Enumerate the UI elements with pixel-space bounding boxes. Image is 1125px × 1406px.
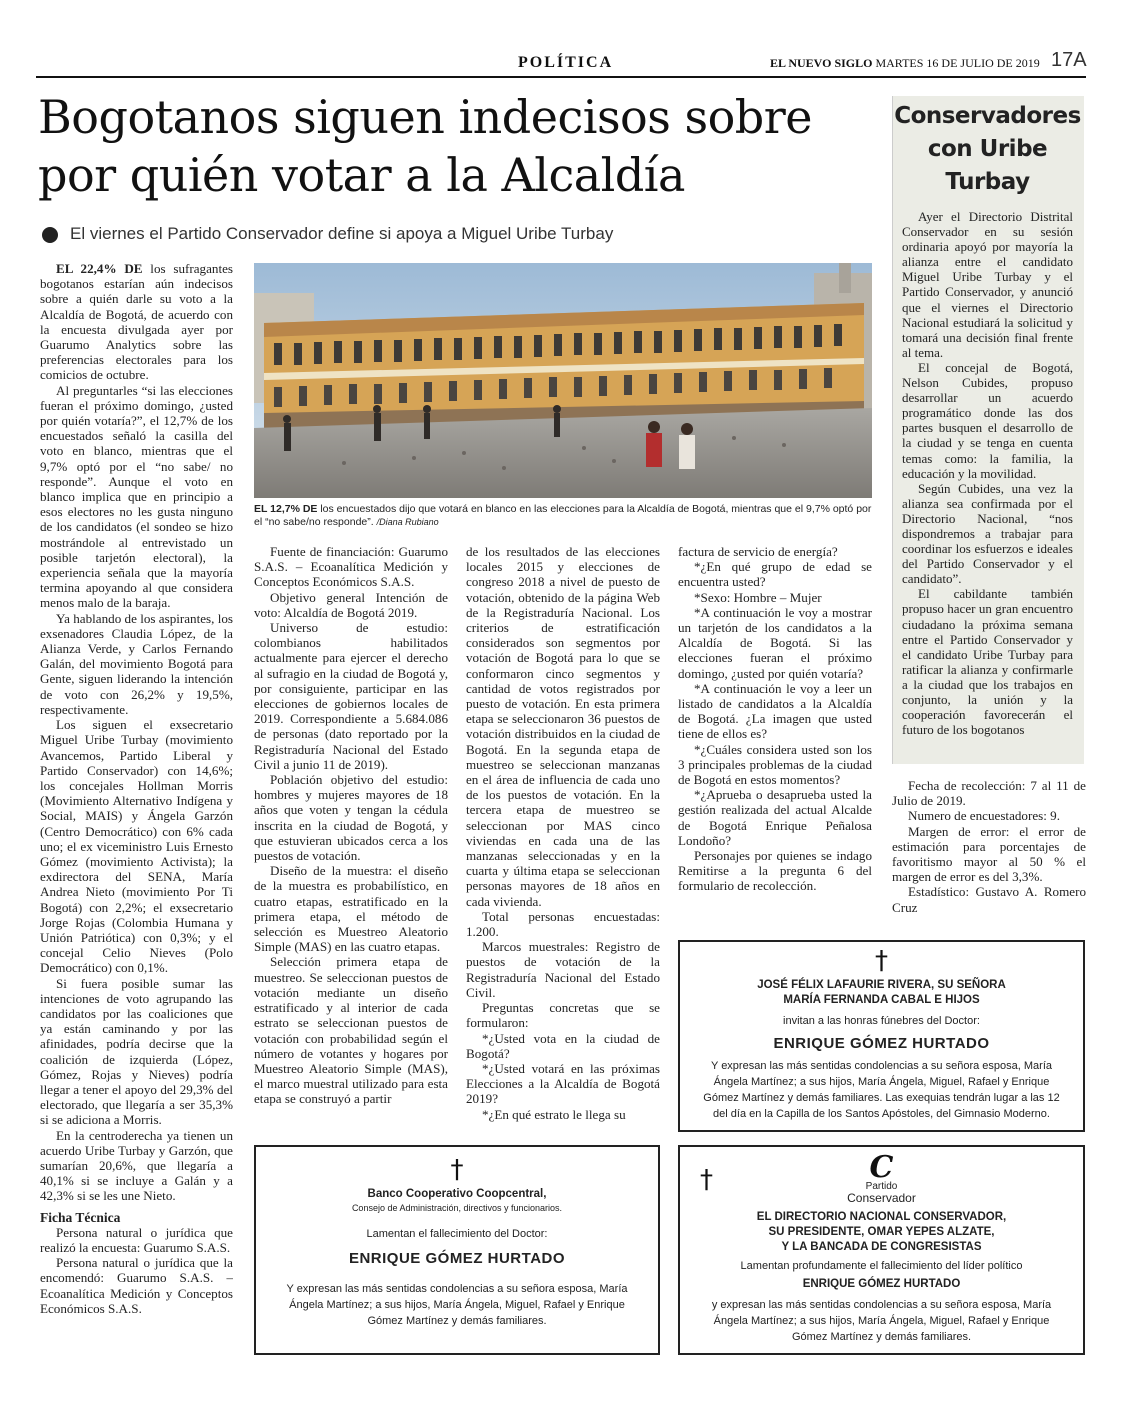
sidebar-title-line: Turbay bbox=[945, 169, 1030, 195]
paragraph: El cabildante también propuso hacer un gran encuentro ciudadano la próxima semana entre el Partido Conservador y el candidato Uribe Turbay para ratificar la alianza y confirmarle a la ciudad que los trabajos en conjunto, la unión y la cooperación favorecerán el futuro de los bogotanos bbox=[902, 586, 1073, 738]
headline-line-2: por quién votar a la Alcaldía bbox=[38, 148, 685, 202]
paragraph: *¿Aprueba o desaprueba usted la gestión realizada del actual Alcalde de Bogotá Enrique Peñalosa Londoño? bbox=[678, 787, 872, 848]
paragraph: Según Cubides, una vez la alianza sea confirmada por el Directorio Nacional, “nos dispondremos a trabajar para coordinar los esfuerzos e ideales del Partido Conservador y el candidato”. bbox=[902, 480, 1073, 587]
paragraph: Si fuera posible sumar las intenciones de voto agrupando las candidatos por las coaliciones que ya están caminando y por las afinidades, podría decirse que la coalición de izquierda (López, Gómez, Rojas y Nieves) podría llegar a tener el apoyo del 29,3% del electorado, que llegaría a ser 35,3% si se adiciona a Morris. bbox=[40, 975, 233, 1128]
lead-in: EL 22,4% DE bbox=[56, 261, 143, 276]
newspaper-name: EL NUEVO SIGLO bbox=[770, 56, 873, 70]
paragraph: Personajes por quienes se indago Remitirse a la pregunta 6 del formulario de recolección. bbox=[678, 848, 872, 894]
photo-credit: /Diana Rubiano bbox=[376, 517, 439, 527]
paragraph: de los resultados de las elecciones locales 2015 y elecciones de congreso 2018 a nivel de puesto de votación, obtenido de la página Web de la Registraduría Nacional. Los criterios de estratificación considerados son segmentos por votación de Bogotá para lo que se conformaron cinco segmentos y cantidad de votos registrados por puesto de votación. En esta primera etapa se seleccionaron 36 puestos de votación distribuidos en la ciudad de Bogotá. En la segunda etapa de muestreo se seleccionan manzanas en el área de influencia de cada uno de los puestos de votación. En la tercera etapa de muestreo se seleccionan por MAS cinco viviendas en cada una de las manzanas seleccionadas y en la cuarta y última etapa se seleccionan personas mayores de 18 años en cada vivienda. bbox=[466, 544, 660, 909]
paragraph: *Sexo: Hombre – Mujer bbox=[694, 589, 822, 605]
cross-icon: † bbox=[700, 1165, 713, 1195]
paragraph: *¿Cuáles considera usted son los 3 principales problemas de la ciudad de Bogotá en estos momentos? bbox=[678, 741, 872, 788]
paragraph: Universo de estudio: colombianos habilitados actualmente para ejercer el derecho al sufragio en la ciudad de Bogotá y, por consiguiente, participar en las elecciones de gobiernos locales de 2019. Correspondiente a 5.684.086 de personas (dato reportado por la Registraduría Nacional del Estado Civil a junio 11 de 2019). bbox=[254, 620, 448, 772]
dateline bbox=[770, 56, 1040, 71]
obit-deceased-name: ENRIQUE GÓMEZ HURTADO bbox=[773, 1035, 990, 1052]
obit-organization: Y LA BANCADA DE CONGRESISTAS bbox=[781, 1241, 982, 1253]
paragraph: Selección primera etapa de muestreo. Se seleccionan puestos de votación mediante un diseño estratificado y al interior de cada estrato se seleccionan puestos de votación con probabilidad según el número de votantes y hogares por Muestreo Aleatorio Simple (MAS), el marco muestral utilizado para esta etapa se construyó a partir bbox=[254, 954, 448, 1107]
section-label: POLÍTICA bbox=[518, 54, 614, 71]
paragraph: En la centroderecha ya tienen un acuerdo Uribe Turbay y Garzón, que sumarían 20,6%, que llegaría a 40,1% si se incluye a Galán y a 42,3% si se les une Nieto. bbox=[40, 1127, 233, 1204]
paragraph: Al preguntarles “si las elecciones fueran el próximo domingo, ¿usted por quién votaría?”, el 12,7% de los encuestados señaló la casilla del voto en blanco, mientras que el 9,7% optó por el “no sabe/ no responde”. Aunque el voto en blanco implica que en principio a esos electores no les gusta ninguno de los candidatos (el sondeo se hizo mostrándole al entrevistado un posible tarjetón electoral), la experiencia señala que la mayoría termina apoyando al que considera menos malo de la baraja. bbox=[40, 382, 233, 611]
obit-family-line: JOSÉ FÉLIX LAFAURIE RIVERA, SU SEÑORA bbox=[757, 979, 1006, 991]
party-logo-word: Conservador bbox=[847, 1191, 916, 1205]
caption-text: los encuestados dijo que votará en blanco en las elecciones para la Alcaldía de Bogotá, mientras que el 9,7% optó por el “no sabe/no responde”. bbox=[254, 503, 872, 528]
paragraph: Margen de error: el error de estimación para porcentajes de favoritismo mayor al 50 % el margen de error es del 3,3%. bbox=[892, 823, 1086, 885]
paragraph: Persona natural o jurídica que la encomendó: Guarumo S.A.S. – Ecoanalítica Medición y Conceptos Económicos S.A.S. bbox=[40, 1255, 233, 1316]
plaza-photo bbox=[254, 263, 872, 498]
obit-family-line: MARÍA FERNANDA CABAL E HIJOS bbox=[783, 994, 980, 1006]
paragraph: Numero de encuestadores: 9. bbox=[908, 808, 1060, 824]
party-logo-letter: C bbox=[869, 1150, 894, 1185]
obit-body: y expresan las más sentidas condolencias a su señora esposa, María Ángela Martínez; a sus hijos, María Ángela, Miguel, Rafael y Enrique Gómez Martínez y demás familiares. bbox=[711, 1299, 1052, 1343]
paragraph: los sufragantes bogotanos estarían aún indecisos sobre a quién darle su voto a la Alcaldía de Bogotá, de acuerdo con la encuesta divulgada ayer por Guarumo Analytics sobre las preferencias electorales para los comicios de octubre. bbox=[40, 261, 233, 383]
obit-lament: Lamentan profundamente el fallecimiento del líder político bbox=[740, 1260, 1023, 1272]
paragraph: Los siguen el exsecretario Miguel Uribe Turbay (movimiento Avancemos, Partido Liberal y Partido Conservador) con 14,6%; los concejales Hollman Morris (Movimiento Alternativo Indígena y Social, MAIS) y Ángela Garzón (Centro Democrático) con 6% cada uno; el ex viceministro Luis Ernesto Gómez (movimiento Activista); la exdirectora del SENA, María Andrea Nieto (movimiento Por Ti Bogotá) con 2,2%; el exsecretario Jorge Rojas (Colombia Humana y Unión Patriótica) con 0,3%; y el concejal Celio Nieves (Polo Democrático) con 0,1%. bbox=[40, 717, 233, 976]
paragraph: Marcos muestrales: Registro de puestos de votación de la Registraduría Nacional del Estado Civil. bbox=[466, 939, 660, 1000]
kicker: El viernes el Partido Conservador define si apoya a Miguel Uribe Turbay bbox=[70, 224, 614, 243]
obit-invite: invitan a las honras fúnebres del Doctor: bbox=[783, 1015, 980, 1027]
paragraph: El concejal de Bogotá, Nelson Cubides, propuso desarrollar un acuerdo programático donde las dos partes busquen el desarrollo de la ciudad y se tenga en cuenta temas como: la familia, la educación y la movilidad. bbox=[902, 359, 1073, 481]
paragraph: Población objetivo del estudio: hombres y mujeres mayores de 18 años que voten y tengan la cédula inscrita en la ciudad de Bogotá, y que estuvieran ubicados cerca a los puestos de votación. bbox=[254, 772, 448, 864]
paragraph: *A continuación le voy a leer un listado de candidatos a la Alcaldía de Bogotá. ¿La imagen que usted tiene de ellos es? bbox=[678, 680, 872, 742]
headline-line-1: Bogotanos siguen indecisos sobre bbox=[38, 90, 812, 144]
obit-organization: Banco Cooperativo Coopcentral, bbox=[367, 1188, 547, 1200]
cross-icon: † bbox=[875, 946, 888, 976]
sidebar-text bbox=[902, 209, 1073, 759]
bullet-icon bbox=[42, 227, 58, 243]
obit-organization: SU PRESIDENTE, OMAR YEPES ALZATE, bbox=[768, 1226, 995, 1238]
sidebar-title-line: con Uribe bbox=[927, 136, 1048, 162]
paragraph: Preguntas concretas que se formularon: bbox=[466, 1000, 660, 1031]
paragraph: Total personas encuestadas: 1.200. bbox=[466, 908, 660, 940]
obit-deceased-name: ENRIQUE GÓMEZ HURTADO bbox=[348, 1250, 566, 1267]
obit-organization: EL DIRECTORIO NACIONAL CONSERVADOR, bbox=[756, 1211, 1007, 1223]
party-logo-word: Partido bbox=[865, 1181, 898, 1192]
article-column-4 bbox=[678, 544, 872, 924]
caption-lead: EL 12,7% DE bbox=[254, 503, 318, 515]
sidebar-title-line: Conservadores bbox=[894, 103, 1081, 129]
paragraph: Persona natural o jurídica que realizó la encuesta: Guarumo S.A.S. bbox=[40, 1224, 233, 1255]
paragraph: *¿Usted votará en las próximas Elecciones a la Alcaldía de Bogotá 2019? bbox=[466, 1060, 660, 1107]
obit-organization-sub: Consejo de Administración, directivos y funcionarios. bbox=[351, 1203, 563, 1213]
photo-caption bbox=[254, 503, 872, 529]
header-rule bbox=[36, 76, 1086, 78]
paragraph: Fuente de financiación: Guarumo S.A.S. – Ecoanalítica Medición y Conceptos Económicos S.A.S. bbox=[254, 544, 448, 590]
paragraph: *¿Usted vota en la ciudad de Bogotá? bbox=[466, 1030, 660, 1061]
sidebar-title bbox=[892, 100, 1083, 199]
paragraph: *¿En qué grupo de edad se encuentra usted? bbox=[678, 559, 872, 590]
issue-date: MARTES 16 DE JULIO DE 2019 bbox=[875, 56, 1040, 70]
paragraph: Fecha de recolección: 7 al 11 de Julio de 2019. bbox=[892, 778, 1086, 809]
obit-body: Y expresan las más sentidas condolencias a su señora esposa, María Ángela Martínez; a sus hijos, María Ángela, Miguel, Rafael y Enrique Gómez Martínez y demás familiares. Las exequias tendrán lugar a las 12 del día en la Capilla de los Santos Apóstoles, del Gimnasio Moderno. bbox=[703, 1060, 1060, 1120]
obit-body: Y expresan las más sentidas condolencias a su señora esposa, María Ángela Martínez; a sus hijos, María Ángela, Miguel, Rafael y Enrique Gómez Martínez y demás familiares. bbox=[286, 1283, 628, 1327]
article-column-1 bbox=[40, 261, 233, 1351]
headline bbox=[38, 88, 888, 204]
article-column-2 bbox=[254, 544, 448, 1124]
obit-lament: Lamentan el fallecimiento del Doctor: bbox=[366, 1228, 548, 1240]
obituary-notice bbox=[678, 1145, 1085, 1355]
paragraph: Ya hablando de los aspirantes, los exsenadores Claudia López, de la Alianza Verde, y Carlos Fernando Galán, del movimiento Bogotá para Gente, siguen liderando la intención de voto con 26,2% y 19,5%, respectivamente. bbox=[40, 610, 233, 717]
obituary-notice bbox=[678, 940, 1085, 1132]
ficha-tecnica-heading: Ficha Técnica bbox=[40, 1209, 121, 1225]
article-column-5 bbox=[892, 778, 1086, 923]
paragraph: *¿En qué estrato le llega su bbox=[482, 1106, 626, 1122]
paragraph: *A continuación le voy a mostrar un tarjetón de los candidatos a la Alcaldía de Bogotá. Si las elecciones fueran el próximo domingo, ¿usted por quién votaría? bbox=[678, 604, 872, 681]
cross-icon: † bbox=[450, 1155, 464, 1185]
paragraph: factura de servicio de energía? bbox=[678, 544, 838, 559]
party-logo bbox=[680, 1150, 1083, 1205]
article-column-3 bbox=[466, 544, 660, 1124]
paragraph: Diseño de la muestra: el diseño de la muestra es probabilístico, en cuatro etapas, estratificado en la primera etapa, el método de selección es Muestreo Aleatorio Simple (MAS) en las cuatro etapas. bbox=[254, 863, 448, 955]
obit-deceased-name: ENRIQUE GÓMEZ HURTADO bbox=[802, 1278, 961, 1290]
page-number: 17A bbox=[1051, 49, 1087, 71]
building-illustration bbox=[254, 263, 872, 498]
paragraph: Ayer el Directorio Distrital Conservador en su sesión ordinaria apoyó por mayoría la alianza entre el candidato Miguel Uribe Turbay y el Partido Conservador, y anunció que el viernes el Directorio Nacional estudiará la solicitud y tomará una decisión final frente al tema. bbox=[902, 209, 1073, 360]
paragraph: Objetivo general Intención de voto: Alcaldía de Bogotá 2019. bbox=[254, 589, 448, 620]
obituary-notice bbox=[254, 1145, 660, 1355]
paragraph: Estadístico: Gustavo A. Romero Cruz bbox=[892, 884, 1086, 915]
